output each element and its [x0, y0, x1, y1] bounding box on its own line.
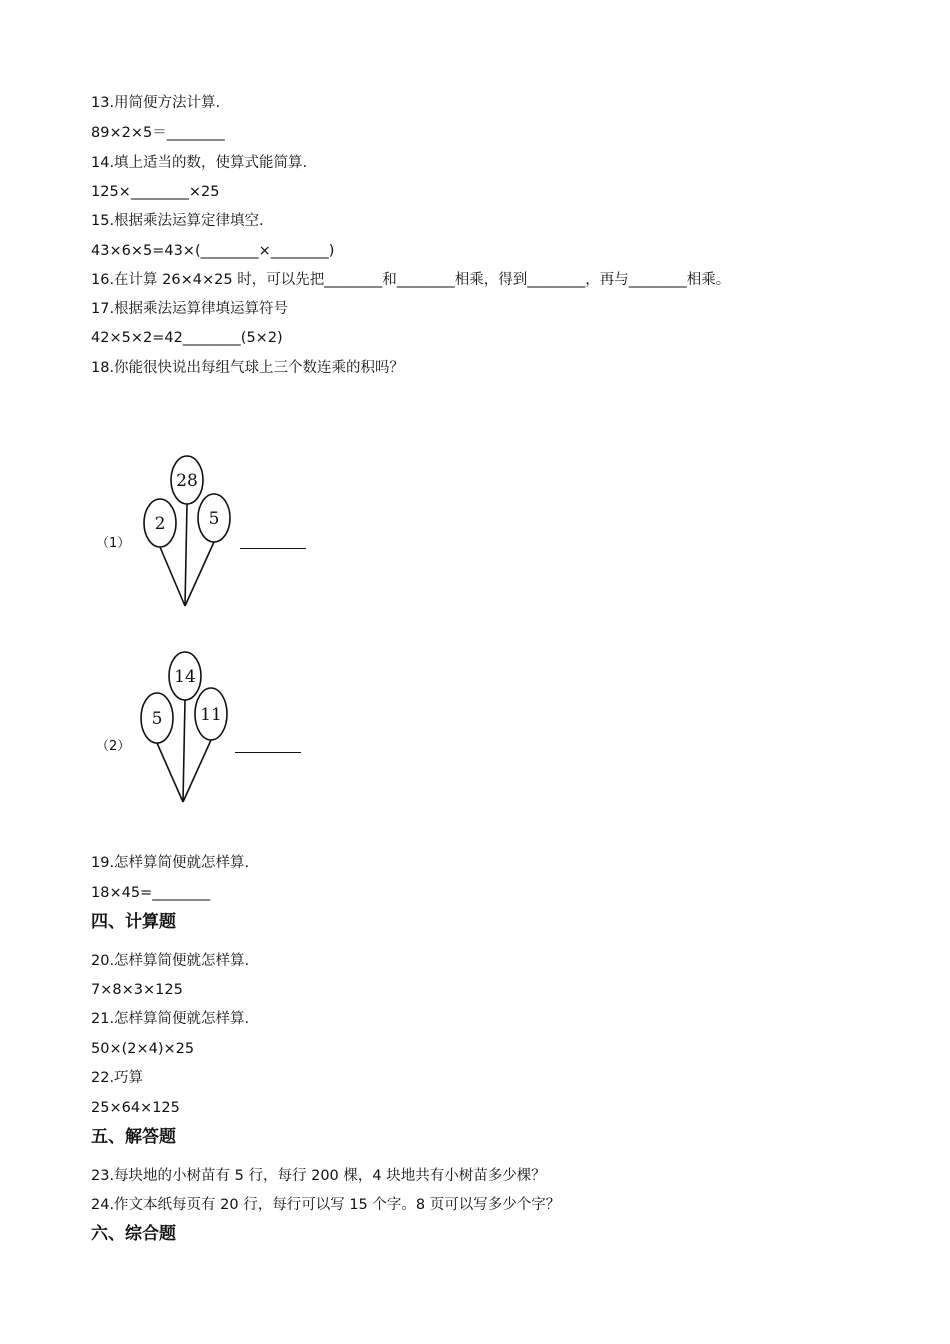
- q19-expression: 18×45=________: [91, 885, 211, 901]
- q18-title: 18.你能很快说出每组气球上三个数连乘的积吗？: [91, 360, 405, 376]
- answer-blank-1[interactable]: [240, 548, 306, 549]
- balloon-string: [157, 743, 183, 802]
- q13-expression: 89×2×5＝________: [91, 125, 225, 141]
- q24-title: 24.作文本纸每页有 20 行，每行可以写 15 个字。8 页可以写多少个字？: [91, 1197, 561, 1213]
- q14-title: 14.填上适当的数，使算式能简算.: [91, 155, 308, 171]
- balloon-string: [185, 504, 187, 606]
- balloon-number: 11: [200, 705, 222, 725]
- balloon-number: 14: [174, 667, 196, 687]
- q22-title: 22.巧算: [91, 1070, 144, 1086]
- balloon-number: 28: [176, 471, 198, 491]
- balloon-group-2-figure: [128, 646, 238, 806]
- q23-title: 23.每块地的小树苗有 5 行，每行 200 棵，4 块地共有小树苗多少棵？: [91, 1168, 546, 1184]
- section-4-heading: 四、计算题: [91, 912, 176, 932]
- answer-blank-2[interactable]: [235, 752, 301, 753]
- q20-expression: 7×8×3×125: [91, 982, 183, 998]
- balloon-number: 5: [151, 709, 163, 729]
- section-6-heading: 六、综合题: [91, 1224, 176, 1244]
- balloon-string: [185, 542, 214, 606]
- q19-title: 19.怎样算简便就怎样算.: [91, 855, 250, 871]
- q17-expression: 42×5×2=42________(5×2): [91, 330, 283, 346]
- q20-title: 20.怎样算简便就怎样算.: [91, 953, 250, 969]
- balloon-string: [183, 740, 211, 802]
- section-5-heading: 五、解答题: [91, 1127, 176, 1147]
- q17-title: 17.根据乘法运算律填运算符号: [91, 301, 289, 317]
- q22-expression: 25×64×125: [91, 1100, 180, 1116]
- balloon-group-2-label: （2）: [96, 739, 131, 754]
- balloon-number: 2: [154, 514, 166, 534]
- balloon-number: 5: [208, 509, 220, 529]
- q21-title: 21.怎样算简便就怎样算.: [91, 1011, 250, 1027]
- balloon-string: [160, 547, 185, 606]
- q13-title: 13.用简便方法计算.: [91, 95, 221, 111]
- q21-expression: 50×(2×4)×25: [91, 1041, 195, 1057]
- q15-title: 15.根据乘法运算定律填空.: [91, 213, 264, 229]
- balloon-string: [183, 700, 185, 802]
- balloon-group-1-figure: [130, 450, 240, 610]
- q15-expression: 43×6×5=43×(________×________): [91, 243, 335, 259]
- q14-expression: 125×________×25: [91, 184, 220, 200]
- q16-title: 16.在计算 26×4×25 时，可以先把________和________相乘，得到________，再与________相乘。: [91, 272, 731, 288]
- balloon-group-1-label: （1）: [96, 536, 131, 551]
